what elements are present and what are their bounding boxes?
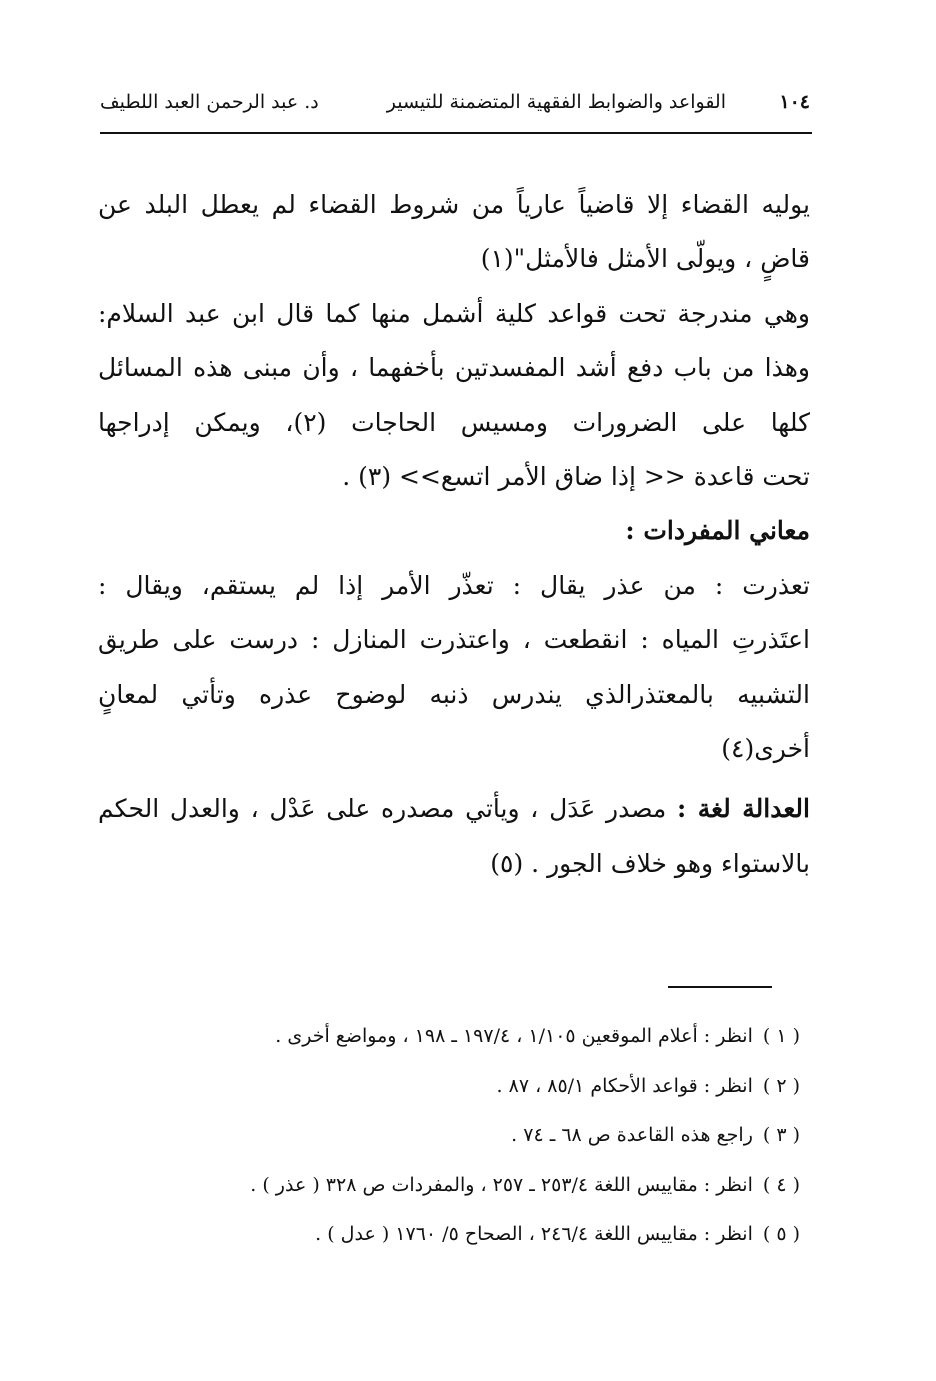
footnote-text: انظر : مقاييس اللغة ٢٤٦/٤ ، الصحاح ٥/ ١٧٦٠ ( عدل ) . [315, 1223, 753, 1245]
text-line: التشبيه بالمعتذرالذي يندرس ذنبه لوضوح عذره وتأتي لمعانٍ [98, 679, 810, 709]
footnote-number: ( ١ ) [762, 1025, 800, 1047]
text-line: كلها على الضرورات ومسيس الحاجات (٢)، ويمكن إدراجها [98, 407, 810, 437]
footnote-number: ( ٢ ) [762, 1074, 800, 1097]
running-header [100, 84, 810, 120]
footnote-number: ( ٥ ) [762, 1223, 800, 1245]
footnote-separator [668, 986, 772, 988]
header-rule [100, 132, 812, 134]
text-line: تعذرت : من عذر يقال : تعذّر الأمر إذا لم يستقم، ويقال : [98, 570, 810, 600]
term-lead: العدالة لغة : [677, 794, 810, 824]
section-heading: معاني المفردات : [625, 516, 810, 546]
text-line: اعتَذرتِ المياه : انقطعت ، واعتذرت المنازل : درست على طريق [98, 625, 810, 655]
text-line: قاضٍ ، ويولّى الأمثل فالأمثل"(١) [480, 244, 810, 274]
footnote-text: راجع هذه القاعدة ص ٦٨ ـ ٧٤ . [511, 1124, 753, 1146]
footnote-text: انظر : قواعد الأحكام ٨٥/١ ، ٨٧ . [496, 1074, 753, 1097]
page-number: ١٠٤ [779, 91, 810, 113]
book-title: القواعد والضوابط الفقهية المتضمنة للتيسير [386, 91, 726, 113]
text-line: تحت قاعدة << إذا ضاق الأمر اتسع>> (٣) . [342, 462, 810, 492]
main-text [98, 178, 810, 891]
footnote [100, 1161, 800, 1211]
footnote-text: انظر : أعلام الموقعين ١/١٠٥ ، ١٩٧/٤ ـ ١٩٨ ، ومواضع أخرى . [275, 1025, 753, 1047]
author-name: د. عبد الرحمن العبد اللطيف [100, 91, 319, 113]
footnote [100, 1062, 800, 1112]
text-line: وهذا من باب دفع أشد المفسدتين بأخفهما ، وأن مبنى هذه المسائل [98, 353, 810, 383]
text-line-rest: مصدر عَدَل ، ويأتي مصدره على عَدْل ، والعدل الحكم [98, 794, 667, 824]
footnote [100, 1210, 800, 1260]
footnote-number: ( ٤ ) [762, 1173, 800, 1196]
footnote-text: انظر : مقاييس اللغة ٢٥٣/٤ ـ ٢٥٧ ، والمفردات ص ٣٢٨ ( عذر ) . [250, 1173, 753, 1196]
footnote [100, 1012, 800, 1062]
text-line: وهي مندرجة تحت قواعد كلية أشمل منها كما قال ابن عبد السلام: [98, 298, 810, 328]
text-line [98, 782, 810, 836]
footnote [100, 1111, 800, 1161]
text-line: بالاستواء وهو خلاف الجور . (٥) [490, 848, 810, 878]
footnotes [100, 1012, 800, 1260]
text-line: أخرى(٤) [721, 734, 810, 764]
text-line: يوليه القضاء إلا قاضياً عارياً من شروط القضاء لم يعطل البلد عن [98, 190, 810, 219]
footnote-number: ( ٣ ) [762, 1124, 800, 1146]
